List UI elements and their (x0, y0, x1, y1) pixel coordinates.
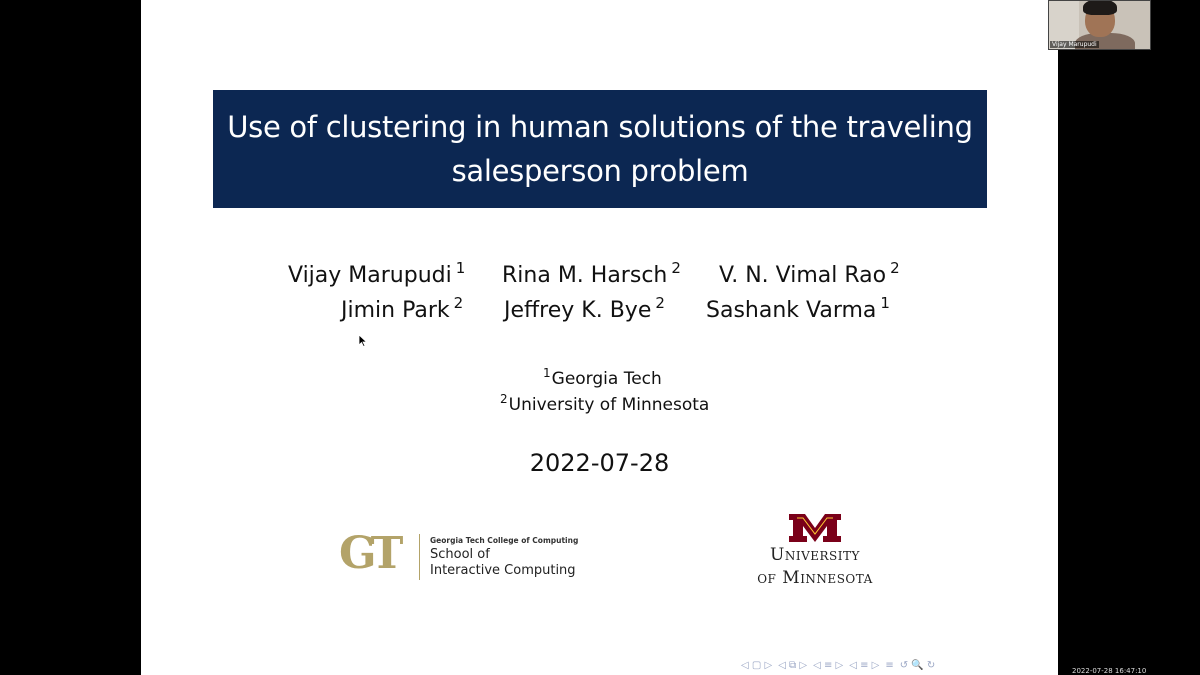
nav-menu-icon[interactable]: ≡ (885, 660, 894, 671)
university-of-minnesota-logo (749, 512, 881, 602)
slide-navigation-bar (741, 660, 935, 671)
author-name: Jeffrey K. Bye (504, 298, 652, 323)
author (341, 294, 463, 323)
slide-title-line-2: salesperson problem (451, 154, 749, 188)
gt-school-line-1: School of (430, 547, 490, 562)
affiliation-number: 2 (500, 392, 508, 406)
author-name: Jimin Park (341, 298, 450, 323)
author (719, 259, 900, 288)
umn-name-line-2: of Minnesota (757, 568, 873, 588)
slide-title-box (213, 90, 987, 208)
author-affil-mark: 1 (880, 294, 890, 312)
webcam-thumbnail[interactable] (1048, 0, 1151, 50)
nav-frame-control[interactable]: ◁ ▢ ▷ (741, 660, 773, 671)
author-affil-mark: 2 (655, 294, 665, 312)
presentation-date: 2022-07-28 (529, 449, 670, 477)
nav-search-controls[interactable]: ↺ 🔍 ↻ (899, 660, 936, 671)
author (504, 294, 665, 323)
nav-section-control[interactable]: ◁ ≡ ▷ (813, 660, 844, 671)
umn-m-icon (787, 512, 843, 544)
author (288, 259, 465, 288)
author-affil-mark: 2 (453, 294, 464, 312)
georgia-tech-logo (339, 530, 579, 586)
nav-part-control[interactable]: ◁ ≡ ▷ (849, 660, 880, 671)
author-affil-mark: 1 (455, 259, 466, 277)
affiliation-number: 1 (543, 366, 551, 380)
author (502, 259, 681, 288)
affiliation (543, 366, 662, 389)
affiliation-name: Georgia Tech (551, 369, 662, 389)
author-name: Vijay Marupudi (288, 263, 452, 288)
recording-timestamp: 2022-07-28 16:47:10 (1072, 667, 1147, 675)
gt-college-label: Georgia Tech College of Computing (430, 536, 579, 545)
author (706, 294, 890, 323)
umn-name-line-1: University (770, 545, 860, 565)
author-name: Rina M. Harsch (502, 263, 668, 288)
author-affil-mark: 2 (671, 259, 681, 277)
author-affil-mark: 2 (890, 259, 900, 277)
gt-mark: GT (339, 528, 398, 579)
affiliation (500, 392, 709, 415)
gt-logo-divider (419, 534, 420, 580)
presentation-slide (141, 0, 1058, 675)
participant-hair (1083, 0, 1117, 15)
mouse-cursor-icon (358, 334, 368, 348)
slide-title-line-1: Use of clustering in human solutions of the traveling (227, 110, 973, 144)
gt-school-line-2: Interactive Computing (430, 563, 576, 578)
participant-name-label: Vijay Marupudi (1052, 41, 1097, 48)
author-name: Sashank Varma (706, 298, 877, 323)
nav-subsection-control[interactable]: ◁ ⧉ ▷ (778, 660, 808, 671)
affiliation-name: University of Minnesota (508, 395, 710, 415)
author-name: V. N. Vimal Rao (719, 263, 887, 288)
